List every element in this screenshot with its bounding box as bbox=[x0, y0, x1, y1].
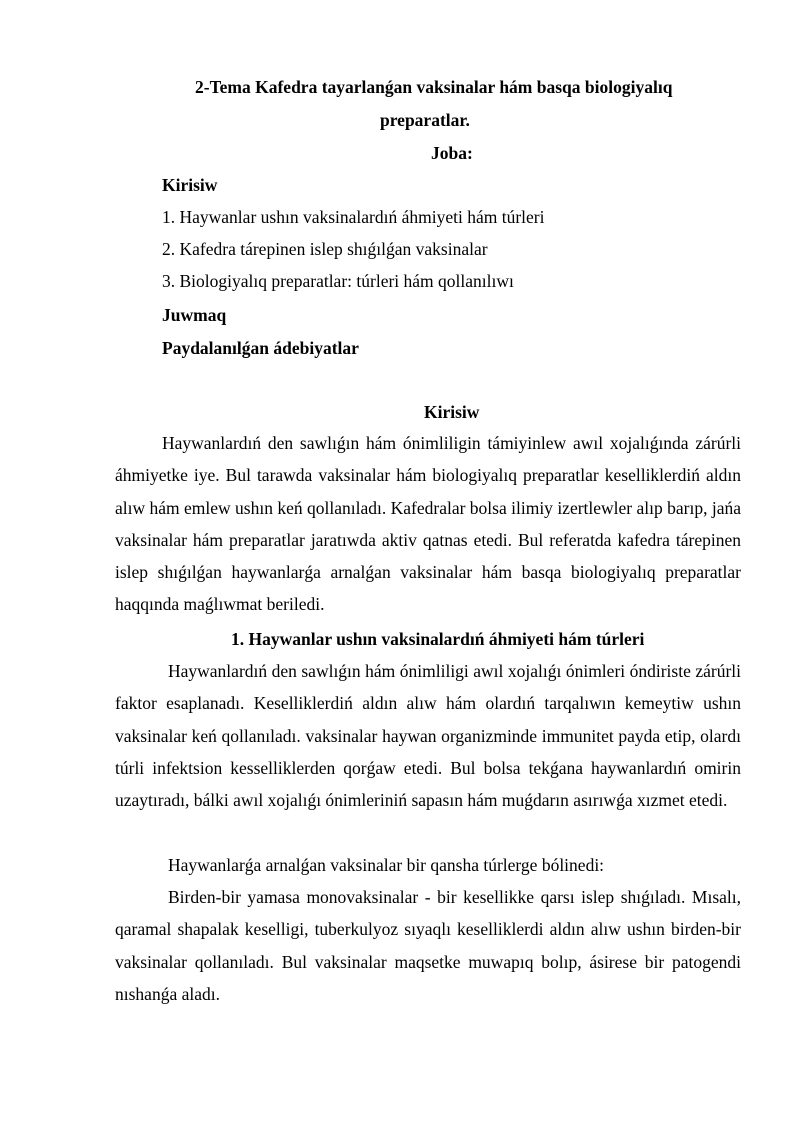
plan-item-intro: Kirisiw bbox=[162, 175, 218, 195]
section1-heading: 1. Haywanlar ushın vaksinalardıń áhmiyeti hám túrleri bbox=[231, 629, 645, 649]
section1-paragraph-2: Haywanlarǵa arnalǵan vaksinalar bir qansha túrlerge bólinedi: bbox=[168, 855, 605, 875]
plan-item-2: 2. Kafedra tárepinen islep shıǵılǵan vaksinalar bbox=[162, 239, 488, 259]
plan-heading: Joba: bbox=[431, 143, 473, 163]
plan-item-3: 3. Biologiyalıq preparatlar: túrleri hám qollanılıwı bbox=[162, 271, 514, 291]
document-title-line1: 2-Tema Kafedra tayarlanǵan vaksinalar hám basqa biologiyalıq bbox=[195, 77, 673, 97]
intro-paragraph: Haywanlardıń den sawlıǵın hám ónimliligin támiyinlew awıl xojalıǵında zárúrli áhmiyetke iye. Bul tarawda vaksinalar hám biologiyalıq preparatlar keselliklerdiń aldın alıw hám emlew ushın keń qollanıladı. Kafedralar bolsa ilimiy izertlewler alıp barıp, jańa vaksinalar hám preparatlar jaratıwda aktiv qatnas etedi. Bul referatda kafedra tárepinen islep shıǵılǵan haywanlarǵa arnalǵan vaksinalar hám basqa biologiyalıq preparatlar haqqında maǵlıwmat beriledi. bbox=[115, 433, 741, 615]
plan-item-conclusion: Juwmaq bbox=[162, 305, 227, 325]
plan-item-1: 1. Haywanlar ushın vaksinalardıń áhmiyeti hám túrleri bbox=[162, 207, 545, 227]
section1-paragraph-1: Haywanlardıń den sawlıǵın hám ónimliligi awıl xojalıǵı ónimleri óndiriste zárúrli faktor esaplanadı. Keselliklerdiń aldın alıw hám olardıń tarqalıwın kemeytiw ushın vaksinalar keń qollanıladı. vaksinalar haywan organizminde immunitet payda etip, olardı túrli infektsion kesselliklerden qorǵaw etedi. Bul bolsa tekǵana haywanlardıń omirin uzaytıradı, bálki awıl xojalıǵı ónimleriniń sapasın hám muǵdarın asırıwǵa xızmet etedi. bbox=[115, 661, 741, 811]
document-title-line2: preparatlar. bbox=[380, 110, 470, 130]
plan-item-references: Paydalanılǵan ádebiyatlar bbox=[162, 338, 359, 358]
intro-heading: Kirisiw bbox=[424, 402, 480, 422]
section1-paragraph-3: Birden-bir yamasa monovaksinalar - bir kesellikke qarsı islep shıǵıladı. Mısalı, qaramal shapalak keselligi, tuberkulyoz sıyaqlı keselliklerdi aldın alıw ushın birden-bir vaksinalar qollanıladı. Bul vaksinalar maqsetke muwapıq bolıp, ásirese bir patogendi nıshanǵa aladı. bbox=[115, 887, 741, 1004]
